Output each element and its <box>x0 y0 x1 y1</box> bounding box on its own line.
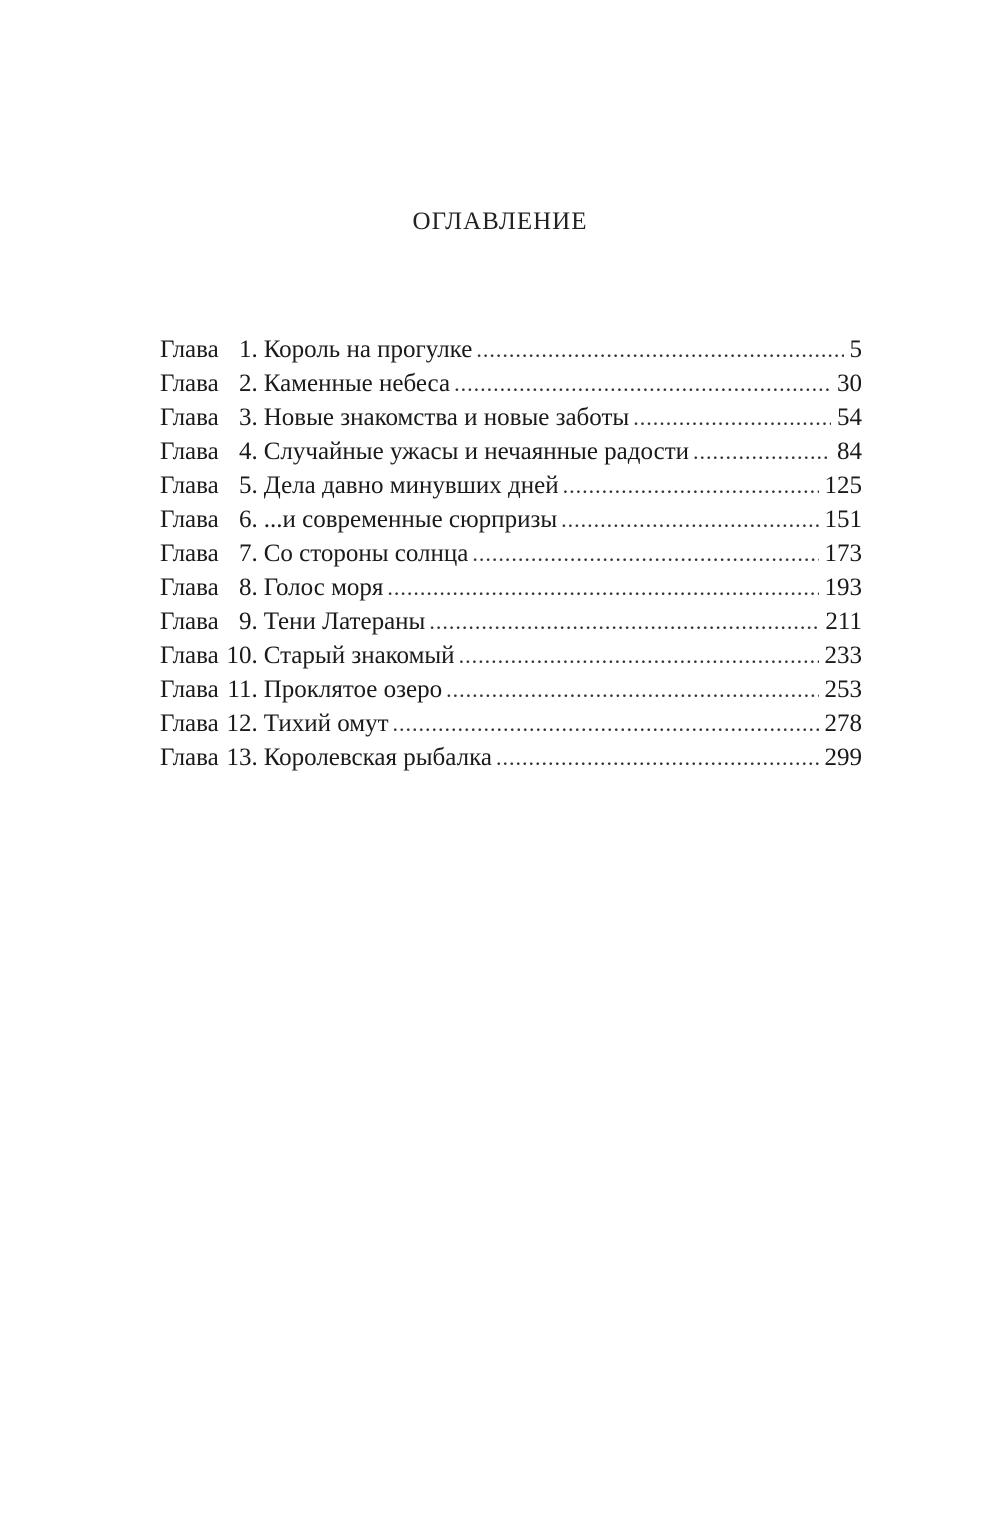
toc-entry <box>160 571 862 605</box>
page-number: 299 <box>824 744 862 771</box>
chapter-title: Голос моря <box>263 574 384 601</box>
chapter-title: Королевская рыбалка <box>263 744 492 771</box>
page-number: 5 <box>849 336 862 363</box>
toc-entry <box>160 469 862 503</box>
dot-leader <box>387 571 818 605</box>
chapter-title: Дела давно минувших дней <box>263 472 559 499</box>
chapter-number: 7. <box>238 540 258 567</box>
toc-entry <box>160 673 862 707</box>
chapter-label: Глава <box>160 574 219 601</box>
chapter-label: Глава <box>160 676 219 703</box>
chapter-number: 11. <box>227 676 258 703</box>
chapter-label: Глава <box>160 710 219 737</box>
dot-leader <box>446 673 818 707</box>
dot-leader <box>496 741 819 775</box>
chapter-number: 3. <box>238 404 258 431</box>
toc-entry <box>160 435 862 469</box>
chapter-title: Старый знакомый <box>263 642 455 669</box>
page-number: 125 <box>824 472 862 499</box>
page-number: 151 <box>824 506 862 533</box>
page-title: ОГЛАВЛЕНИЕ <box>412 208 588 235</box>
chapter-label: Глава <box>160 438 219 465</box>
toc-entry <box>160 605 862 639</box>
chapter-number: 1. <box>238 336 258 363</box>
dot-leader <box>429 605 819 639</box>
chapter-number: 13. <box>226 744 258 771</box>
dot-leader <box>561 503 818 537</box>
chapter-number: 12. <box>226 710 258 737</box>
toc-entry <box>160 367 862 401</box>
chapter-title: Король на прогулке <box>263 336 473 363</box>
page-number: 84 <box>837 438 862 465</box>
chapter-number: 10. <box>226 642 258 669</box>
dot-leader <box>454 367 831 401</box>
chapter-title: Тихий омут <box>263 710 389 737</box>
chapter-title: ...и современные сюрпризы <box>263 506 558 533</box>
table-of-contents <box>160 333 862 775</box>
toc-entry <box>160 333 862 367</box>
page-number: 193 <box>824 574 862 601</box>
chapter-label: Глава <box>160 336 219 363</box>
chapter-title: Со стороны солнца <box>263 540 469 567</box>
page-number: 233 <box>824 642 862 669</box>
chapter-label: Глава <box>160 370 219 397</box>
chapter-number: 2. <box>238 370 258 397</box>
page-number: 278 <box>824 710 862 737</box>
toc-entry <box>160 639 862 673</box>
toc-entry <box>160 503 862 537</box>
chapter-number: 8. <box>238 574 258 601</box>
chapter-label: Глава <box>160 642 219 669</box>
page-number: 30 <box>837 370 862 397</box>
chapter-label: Глава <box>160 744 219 771</box>
dot-leader <box>459 639 819 673</box>
chapter-title: Проклятое озеро <box>263 676 443 703</box>
page-number: 54 <box>837 404 862 431</box>
chapter-title: Случайные ужасы и нечаянные радости <box>263 438 690 465</box>
dot-leader <box>472 537 818 571</box>
dot-leader <box>693 435 831 469</box>
page-number: 253 <box>824 676 862 703</box>
chapter-label: Глава <box>160 472 219 499</box>
dot-leader <box>393 707 819 741</box>
chapter-number: 4. <box>238 438 258 465</box>
chapter-title: Новые знакомства и новые заботы <box>263 404 630 431</box>
toc-entry <box>160 707 862 741</box>
page-number: 211 <box>825 608 862 635</box>
chapter-number: 5. <box>238 472 258 499</box>
toc-entry <box>160 401 862 435</box>
chapter-label: Глава <box>160 404 219 431</box>
toc-entry <box>160 741 862 775</box>
chapter-label: Глава <box>160 506 219 533</box>
chapter-number: 9. <box>238 608 258 635</box>
toc-entry <box>160 537 862 571</box>
chapter-label: Глава <box>160 540 219 567</box>
chapter-number: 6. <box>238 506 258 533</box>
page-number: 173 <box>824 540 862 567</box>
dot-leader <box>476 333 843 367</box>
chapter-label: Глава <box>160 608 219 635</box>
dot-leader <box>633 401 831 435</box>
dot-leader <box>563 469 819 503</box>
chapter-title: Тени Латераны <box>263 608 426 635</box>
chapter-title: Каменные небеса <box>263 370 451 397</box>
